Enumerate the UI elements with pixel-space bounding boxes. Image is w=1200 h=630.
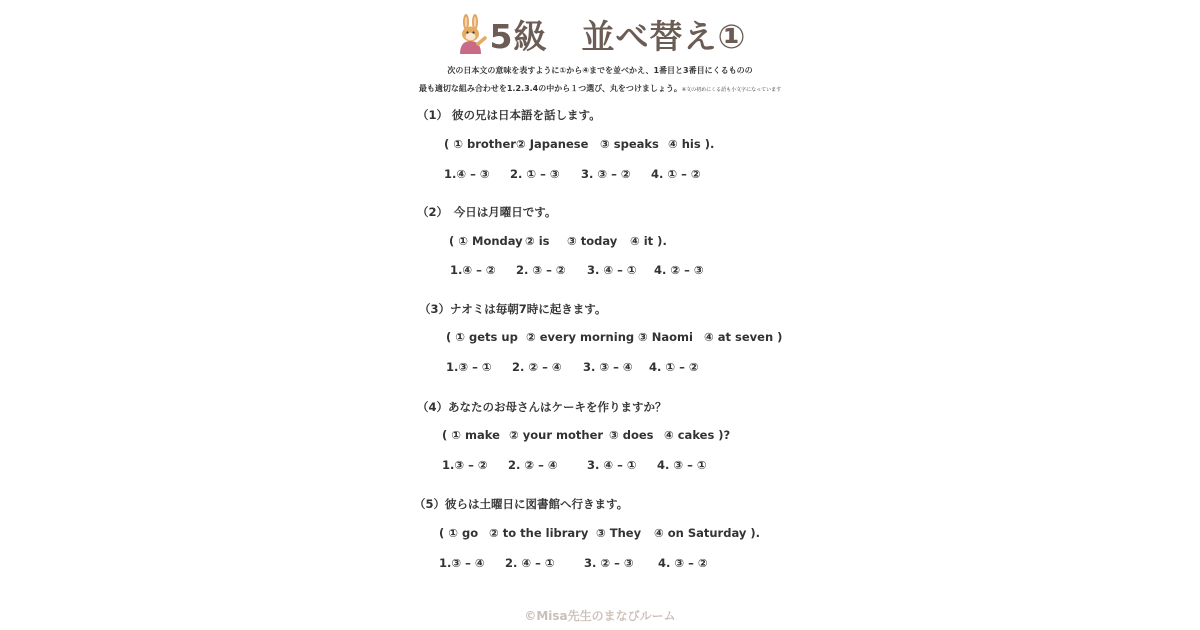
- instruction-line-2-text: 最も適切な組み合わせを1.2.3.4の中から１つ選び、丸をつけましょう。: [418, 84, 682, 93]
- word-option: ② Japanese: [516, 137, 589, 151]
- answer-choice[interactable]: 1.③ – ②: [442, 458, 488, 472]
- answer-choice[interactable]: 2. ① – ③: [510, 167, 560, 181]
- answer-choice[interactable]: 4. ③ – ②: [658, 556, 708, 570]
- word-option: ③ does: [609, 428, 654, 442]
- answer-choice[interactable]: 3. ③ – ④: [583, 360, 633, 374]
- answer-choice[interactable]: 4. ① – ②: [649, 360, 699, 374]
- word-option: ③ They: [596, 526, 642, 540]
- instruction-line-1: 次の日本文の意味を表すように①から④までを並べかえ、1番目と3番目にくるものの: [447, 66, 753, 75]
- answer-choice[interactable]: 1.④ – ③: [444, 167, 490, 181]
- answer-choice[interactable]: 4. ② – ③: [654, 263, 704, 277]
- question-3-prompt: （3）ナオミは毎朝7時に起きます。: [419, 302, 607, 316]
- title-row: [0, 10, 1200, 58]
- word-option: ( ① go: [439, 526, 479, 540]
- answer-choice[interactable]: 1.③ – ④: [439, 556, 485, 570]
- word-option: ③ Naomi: [638, 330, 693, 344]
- answer-choice[interactable]: 3. ② – ③: [584, 556, 634, 570]
- word-option: ( ① brother: [444, 137, 516, 151]
- word-option: ② to the library: [489, 526, 589, 540]
- copyright-footer: ©Misa先生のまなびルーム: [524, 609, 676, 623]
- word-option: ③ speaks: [600, 137, 659, 151]
- answer-choice[interactable]: 3. ③ – ②: [581, 167, 631, 181]
- question-1-words: [444, 137, 714, 151]
- question-4-prompt: （4）あなたのお母さんはケーキを作りますか？: [417, 400, 667, 414]
- question-4-choices: [442, 458, 707, 472]
- question-2-prompt: （2） 今日は月曜日です。: [417, 205, 557, 219]
- answer-choice[interactable]: 1.④ – ②: [450, 263, 496, 277]
- question-2-words: [449, 234, 667, 248]
- answer-choice[interactable]: 2. ③ – ②: [516, 263, 566, 277]
- answer-choice[interactable]: 4. ③ – ①: [657, 458, 707, 472]
- answer-choice[interactable]: 2. ② – ④: [512, 360, 562, 374]
- answer-choice[interactable]: 4. ① – ②: [651, 167, 701, 181]
- rabbit-icon: [454, 14, 488, 54]
- instruction-note: ※文の初めにくる語も小文字になっています: [681, 87, 782, 93]
- word-option: ② every morning: [526, 330, 635, 344]
- page-title: 5級 並べ替え①: [489, 16, 747, 56]
- question-1-choices: [444, 167, 701, 181]
- word-option: ④ cakes )?: [664, 428, 731, 442]
- word-option: ③ today: [567, 234, 618, 248]
- question-3-words: [446, 330, 782, 344]
- word-option: ④ his ).: [668, 137, 715, 151]
- word-option: ( ① make: [442, 428, 500, 442]
- word-option: ④ it ).: [630, 234, 667, 248]
- word-option: ④ on Saturday ).: [654, 526, 760, 540]
- word-option: ② is: [525, 234, 550, 248]
- question-5-words: [439, 526, 760, 540]
- question-3-choices: [446, 360, 699, 374]
- question-5-prompt: （5）彼らは土曜日に図書館へ行きます。: [414, 497, 629, 511]
- question-2-choices: [450, 263, 704, 277]
- word-option: ( ① Monday: [449, 234, 523, 248]
- answer-choice[interactable]: 2. ④ – ①: [505, 556, 555, 570]
- answer-choice[interactable]: 1.③ – ①: [446, 360, 492, 374]
- word-option: ④ at seven ): [704, 330, 783, 344]
- answer-choice[interactable]: 3. ④ – ①: [587, 458, 637, 472]
- answer-choice[interactable]: 2. ② – ④: [508, 458, 558, 472]
- question-4-words: [442, 428, 730, 442]
- answer-choice[interactable]: 3. ④ – ①: [587, 263, 637, 277]
- word-option: ( ① gets up: [446, 330, 518, 344]
- question-1-prompt: （1） 彼の兄は日本語を話します。: [417, 108, 601, 122]
- word-option: ② your mother: [509, 428, 604, 442]
- instruction-line-2: [0, 83, 1200, 94]
- question-5-choices: [439, 556, 708, 570]
